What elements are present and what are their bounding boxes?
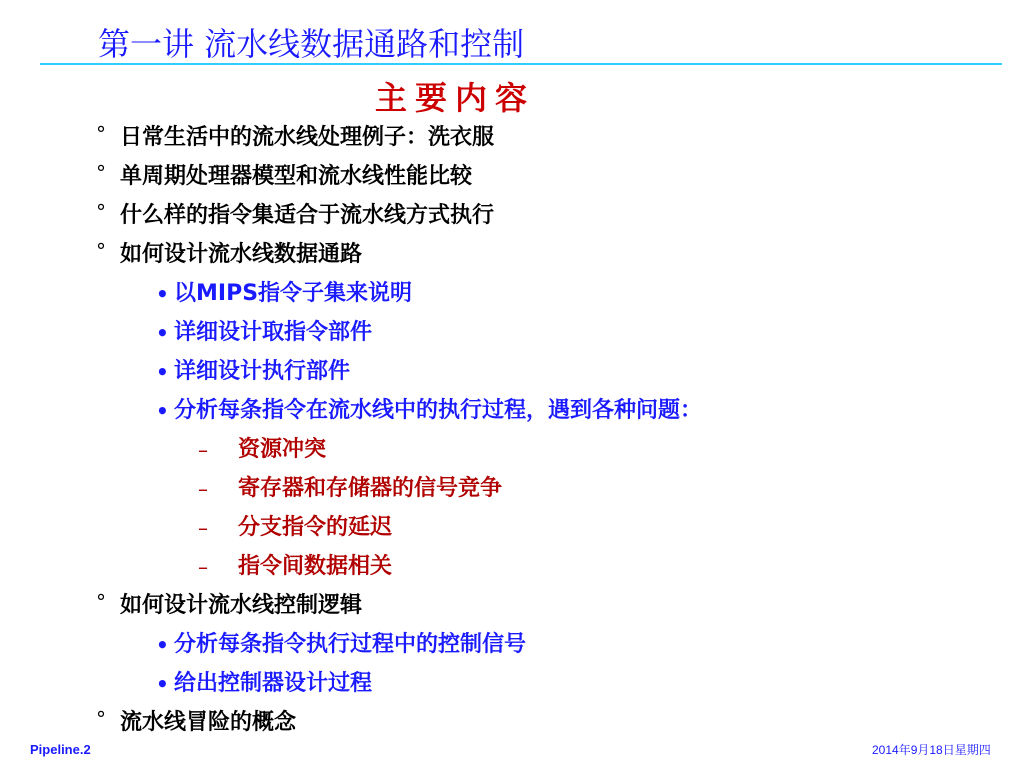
list-item-text: 详细设计执行部件 <box>174 359 351 384</box>
list-item-text: 什么样的指令集适合于流水线方式执行 <box>120 203 495 228</box>
dash-bullet-icon: – <box>198 555 208 579</box>
hollow-bullet-icon: ° <box>96 590 106 614</box>
dot-bullet-icon: • <box>156 672 169 696</box>
dot-bullet-icon: • <box>156 399 169 423</box>
list-item-text: 如何设计流水线控制逻辑 <box>120 593 363 618</box>
list-item-text: 单周期处理器模型和流水线性能比较 <box>120 164 473 189</box>
slide-subtitle: 主要内容 <box>374 79 535 117</box>
list-item-text: 分析每条指令执行过程中的控制信号 <box>174 632 527 657</box>
hollow-bullet-icon: ° <box>96 707 106 731</box>
list-item-text: 给出控制器设计过程 <box>174 671 373 696</box>
list-item-text: 分支指令的延迟 <box>238 515 393 540</box>
dot-bullet-icon: • <box>156 321 169 345</box>
dot-bullet-icon: • <box>156 633 169 657</box>
dash-bullet-icon: – <box>198 438 208 462</box>
list-item-text: 流水线冒险的概念 <box>120 710 297 735</box>
hollow-bullet-icon: ° <box>96 161 106 185</box>
title-divider <box>40 63 1002 65</box>
hollow-bullet-icon: ° <box>96 239 106 263</box>
dash-bullet-icon: – <box>198 516 208 540</box>
hollow-bullet-icon: ° <box>96 200 106 224</box>
list-item-text: 日常生活中的流水线处理例子：洗衣服 <box>120 125 495 150</box>
slide-title: 第一讲 流水线数据通路和控制 <box>98 25 525 63</box>
list-item-text: 以MIPS指令子集来说明 <box>174 281 413 306</box>
hollow-bullet-icon: ° <box>96 122 106 146</box>
dot-bullet-icon: • <box>156 360 169 384</box>
list-item-text: 资源冲突 <box>238 437 327 462</box>
list-item-text: 寄存器和存储器的信号竞争 <box>238 476 503 501</box>
list-item-text: 详细设计取指令部件 <box>174 320 373 345</box>
footer-page-label: Pipeline.2 <box>30 742 91 757</box>
list-item-text: 如何设计流水线数据通路 <box>120 242 363 267</box>
dot-bullet-icon: • <box>156 282 169 306</box>
dash-bullet-icon: – <box>198 477 208 501</box>
list-item-text: 分析每条指令在流水线中的执行过程，遇到各种问题： <box>174 398 703 423</box>
footer-date: 2014年9月18日星期四 <box>872 743 991 757</box>
list-item-text: 指令间数据相关 <box>238 554 393 579</box>
